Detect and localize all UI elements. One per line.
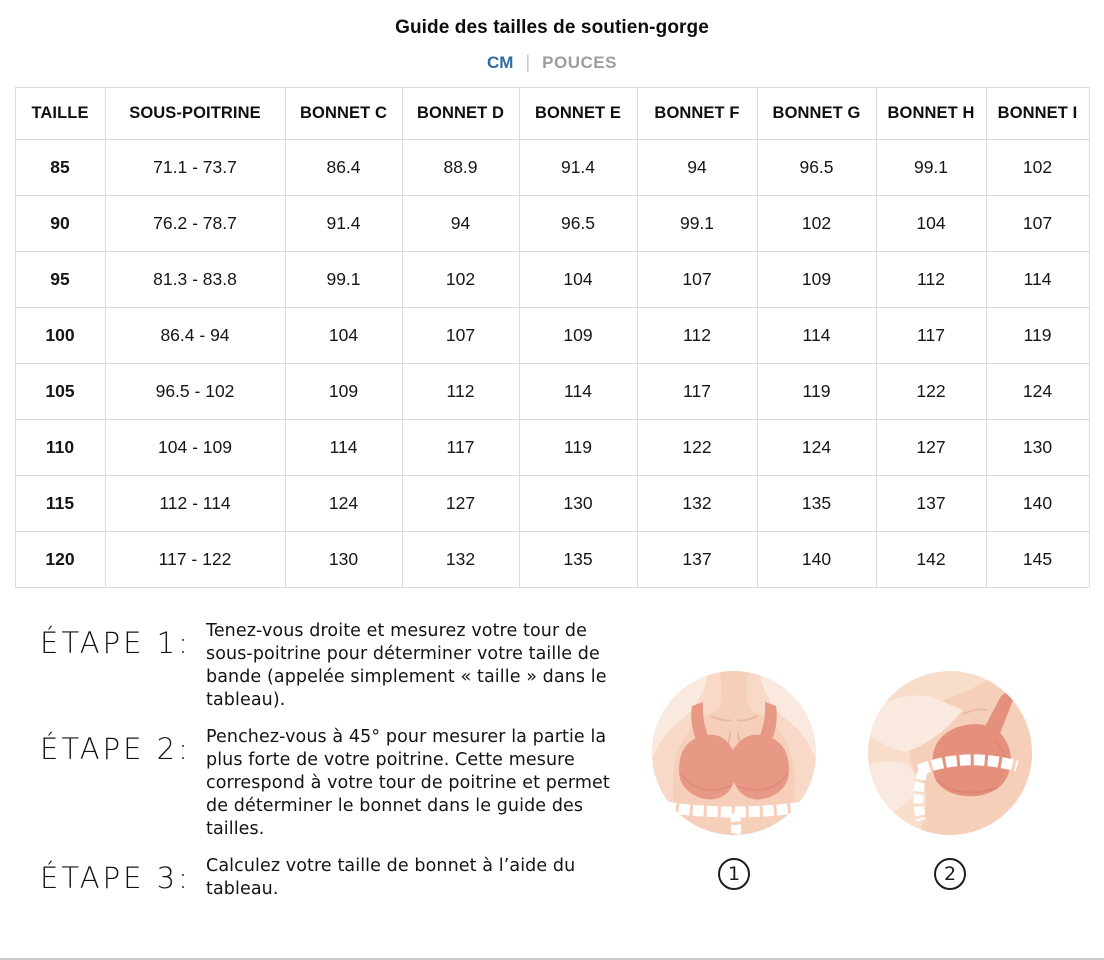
band-size-cell: 85 (15, 140, 105, 196)
measurement-cell: 104 (519, 252, 637, 308)
measurement-cell: 99.1 (285, 252, 402, 308)
table-row (15, 420, 1089, 476)
measurement-cell: 102 (986, 140, 1089, 196)
measurement-cell: 119 (986, 308, 1089, 364)
band-size-cell: 90 (15, 196, 105, 252)
step-3-text: Calculez votre taille de bonnet à l’aide du tableau. (206, 856, 576, 899)
measurement-cell: 132 (637, 476, 757, 532)
measurement-cell: 122 (637, 420, 757, 476)
measurement-cell: 142 (876, 532, 986, 588)
measurement-cell: 117 (402, 420, 519, 476)
measurement-cell: 96.5 - 102 (105, 364, 285, 420)
table-row (15, 252, 1089, 308)
size-table-body (15, 140, 1089, 588)
measurement-cell: 117 (876, 308, 986, 364)
measurement-cell: 124 (757, 420, 876, 476)
measurement-figures (651, 670, 1033, 890)
measurement-cell: 137 (876, 476, 986, 532)
measurement-cell: 112 (402, 364, 519, 420)
step-1-label: ÉTAPE 1: (40, 626, 191, 660)
measurement-cell: 86.4 - 94 (105, 308, 285, 364)
measurement-cell: 114 (986, 252, 1089, 308)
measurement-cell: 127 (876, 420, 986, 476)
measurement-cell: 130 (519, 476, 637, 532)
measurement-cell: 135 (757, 476, 876, 532)
measurement-cell: 109 (757, 252, 876, 308)
column-header-bonnet-h: BONNET H (876, 88, 986, 140)
steps-list (40, 620, 635, 901)
measurement-cell: 140 (757, 532, 876, 588)
measurement-cell: 119 (519, 420, 637, 476)
measurement-cell: 145 (986, 532, 1089, 588)
measurement-cell: 107 (986, 196, 1089, 252)
table-row (15, 532, 1089, 588)
measurement-cell: 91.4 (285, 196, 402, 252)
measurement-cell: 104 (876, 196, 986, 252)
measurement-cell: 96.5 (519, 196, 637, 252)
figure-2-number-badge: 2 (934, 858, 966, 890)
column-header-bonnet-c: BONNET C (285, 88, 402, 140)
measurement-cell: 81.3 - 83.8 (105, 252, 285, 308)
underbust-measurement-illustration-icon (651, 670, 817, 836)
measurement-cell: 130 (986, 420, 1089, 476)
table-header-row (15, 88, 1089, 140)
measurement-cell: 104 (285, 308, 402, 364)
column-header-bonnet-g: BONNET G (757, 88, 876, 140)
band-size-cell: 100 (15, 308, 105, 364)
unit-toggle-separator: | (525, 52, 531, 72)
measurement-cell: 102 (757, 196, 876, 252)
band-size-cell: 105 (15, 364, 105, 420)
measurement-cell: 91.4 (519, 140, 637, 196)
measurement-cell: 114 (285, 420, 402, 476)
table-row (15, 196, 1089, 252)
column-header-taille: TAILLE (15, 88, 105, 140)
measurement-cell: 119 (757, 364, 876, 420)
unit-tab-pouces[interactable]: POUCES (542, 52, 617, 72)
step-3-label: ÉTAPE 3: (40, 861, 191, 895)
measurement-cell: 96.5 (757, 140, 876, 196)
measurement-cell: 114 (519, 364, 637, 420)
measurement-cell: 112 (876, 252, 986, 308)
bust-measurement-illustration-icon (867, 670, 1033, 836)
step-1-text: Tenez-vous droite et mesurez votre tour de sous-poitrine pour déterminer votre taille de bande (appelée simplement « taille » dans le tableau). (206, 621, 607, 710)
measurement-cell: 107 (402, 308, 519, 364)
band-size-cell: 110 (15, 420, 105, 476)
unit-tab-cm[interactable]: CM (487, 52, 514, 72)
measurement-cell: 124 (986, 364, 1089, 420)
measurement-cell: 71.1 - 73.7 (105, 140, 285, 196)
table-row (15, 476, 1089, 532)
step-1 (40, 620, 635, 712)
size-table (15, 87, 1090, 588)
figure-underbust (651, 670, 817, 890)
page-title: Guide des tailles de soutien-gorge (395, 17, 709, 38)
measurement-cell: 112 (637, 308, 757, 364)
measurement-cell: 102 (402, 252, 519, 308)
measurement-cell: 99.1 (637, 196, 757, 252)
step-3 (40, 855, 635, 901)
measurement-cell: 109 (519, 308, 637, 364)
measurement-cell: 130 (285, 532, 402, 588)
instructions-section (0, 620, 1104, 901)
band-size-cell: 95 (15, 252, 105, 308)
band-size-cell: 115 (15, 476, 105, 532)
measurement-cell: 94 (637, 140, 757, 196)
column-header-bonnet-d: BONNET D (402, 88, 519, 140)
column-header-bonnet-i: BONNET I (986, 88, 1089, 140)
unit-toggle (0, 52, 1104, 73)
table-row (15, 364, 1089, 420)
measurement-cell: 86.4 (285, 140, 402, 196)
band-size-cell: 120 (15, 532, 105, 588)
column-header-sous-poitrine: SOUS-POITRINE (105, 88, 285, 140)
table-row (15, 140, 1089, 196)
measurement-cell: 117 - 122 (105, 532, 285, 588)
measurement-cell: 132 (402, 532, 519, 588)
table-row (15, 308, 1089, 364)
measurement-cell: 127 (402, 476, 519, 532)
step-2-label: ÉTAPE 2: (40, 732, 191, 766)
measurement-cell: 135 (519, 532, 637, 588)
figure-bust (867, 670, 1033, 890)
measurement-cell: 109 (285, 364, 402, 420)
measurement-cell: 124 (285, 476, 402, 532)
measurement-cell: 114 (757, 308, 876, 364)
column-header-bonnet-e: BONNET E (519, 88, 637, 140)
column-header-bonnet-f: BONNET F (637, 88, 757, 140)
measurement-cell: 137 (637, 532, 757, 588)
measurement-cell: 117 (637, 364, 757, 420)
step-2-text: Penchez-vous à 45° pour mesurer la partie la plus forte de votre poitrine. Cette mesure correspond à votre tour de poitrine et permet de déterminer le bonnet dans le guide des tailles. (206, 727, 610, 839)
measurement-cell: 99.1 (876, 140, 986, 196)
measurement-cell: 112 - 114 (105, 476, 285, 532)
measurement-cell: 76.2 - 78.7 (105, 196, 285, 252)
measurement-cell: 94 (402, 196, 519, 252)
measurement-cell: 107 (637, 252, 757, 308)
measurement-cell: 122 (876, 364, 986, 420)
measurement-cell: 140 (986, 476, 1089, 532)
step-2 (40, 726, 635, 841)
measurement-cell: 88.9 (402, 140, 519, 196)
measurement-cell: 104 - 109 (105, 420, 285, 476)
figure-1-number-badge: 1 (718, 858, 750, 890)
